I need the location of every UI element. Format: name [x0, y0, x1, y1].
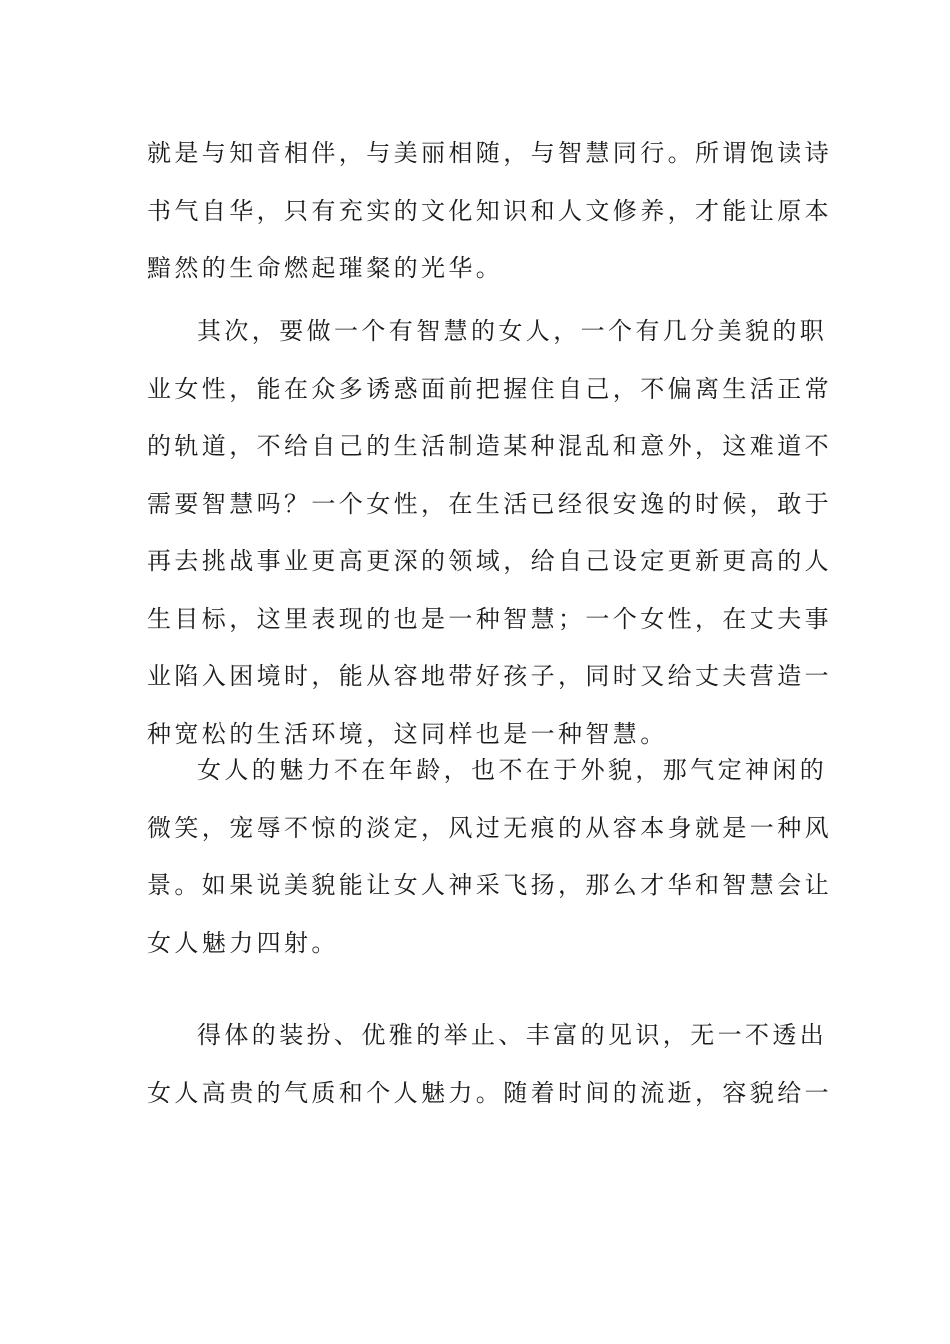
- paragraph-line: 种宽松的生活环境，这同样也是一种智慧。: [147, 719, 668, 748]
- paragraph-line: 其次，要做一个有智慧的女人，一个有几分美貌的职: [197, 317, 828, 345]
- paragraph-line: 业陷入困境时，能从容地带好孩子，同时又给丈夫营造一: [147, 662, 832, 690]
- paragraph-line: 生目标，这里表现的也是一种智慧；一个女性，在丈夫事: [147, 604, 832, 633]
- paragraph-line: 就是与知音相伴，与美丽相随，与智慧同行。所谓饱读诗: [147, 139, 832, 167]
- paragraph-line: 的轨道，不给自己的生活制造某种混乱和意外，这难道不: [147, 432, 832, 460]
- paragraph-1: [147, 125, 832, 298]
- paragraph-line: 需要智慧吗？一个女性，在生活已经很安逸的时候，敢于: [147, 489, 832, 518]
- paragraph-line: 女人魅力四射。: [147, 928, 339, 957]
- paragraph-line: 业女性，能在众多诱惑面前把握住自己，不偏离生活正常: [147, 374, 832, 403]
- paragraph-2: [147, 303, 832, 763]
- paragraph-line: 女人高贵的气质和个人魅力。随着时间的流逝，容貌给一: [147, 1078, 832, 1107]
- paragraph-line: 景。如果说美貌能让女人神采飞扬，那么才华和智慧会让: [147, 871, 832, 899]
- paragraph-line: 黯然的生命燃起璀粲的光华。: [147, 254, 504, 282]
- paragraph-line: 再去挑战事业更高更深的领域，给自己设定更新更高的人: [147, 547, 832, 575]
- paragraph-line: 女人的魅力不在年龄，也不在于外貌，那气定神闲的: [197, 756, 828, 784]
- paragraph-line: 微笑，宠辱不惊的淡定，风过无痕的从容本身就是一种风: [147, 813, 832, 842]
- paragraph-line: 书气自华，只有充实的文化知识和人文修养，才能让原本: [147, 196, 832, 225]
- paragraph-4: [147, 1007, 832, 1122]
- paragraph-3: [147, 742, 832, 972]
- paragraph-line: 得体的装扮、优雅的举止、丰富的见识，无一不透出: [197, 1021, 828, 1049]
